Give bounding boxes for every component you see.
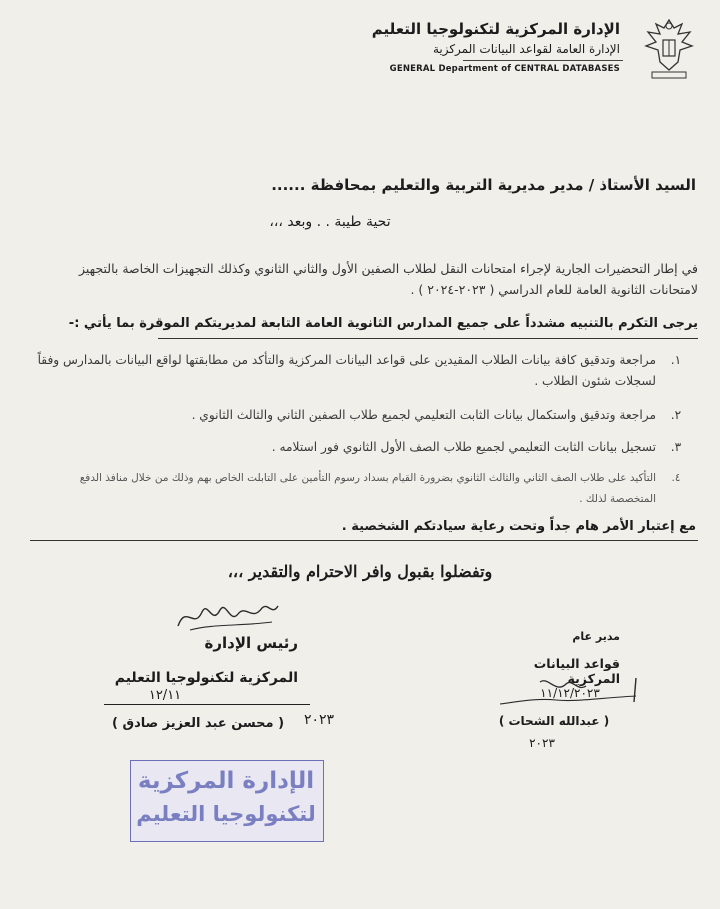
right-signatory-title: مدير عام xyxy=(572,630,620,643)
list-item-text: مراجعة وتدقيق كافة بيانات الطلاب المقيدين على قواعد البيانات المركزية والتأكد من مطابقتها لواقع البيانات بالمدارس وفقاً لسجلات شئون الطلاب . xyxy=(37,353,656,388)
list-item xyxy=(36,350,696,392)
header-divider xyxy=(463,60,623,61)
list-item-text: مراجعة وتدقيق واستكمال بيانات الثابت التعليمي لجميع طلاب الصفين الثاني والثالث الثانوي . xyxy=(191,408,656,422)
handwritten-signature-left xyxy=(172,596,282,638)
left-signature-year: ٢٠٢٣ xyxy=(303,712,335,728)
list-item-number: ٤. xyxy=(671,472,681,484)
request-line: يرجى التكرم بالتنبيه مشدداً على جميع المدارس الثانوية العامة التابعة لمديريتكم الموقرة بما يأتي :- xyxy=(68,316,698,331)
stamp-line-2: لتكنولوجيا التعليم xyxy=(136,802,316,826)
list-item-number: ٢. xyxy=(670,408,682,422)
regards-underline xyxy=(30,540,698,541)
list-item xyxy=(36,405,696,426)
regards-line: مع إعتبار الأمر هام جداً وتحت رعاية سيادتكم الشخصية . xyxy=(341,519,696,534)
org-line-1: الإدارة المركزية لتكنولوجيا التعليم xyxy=(371,20,620,38)
greeting: تحية طيبة . . وبعد ،،، xyxy=(269,214,391,230)
right-signatory-dept: قواعد البيانات المركزية xyxy=(533,656,620,686)
stamp-line-1: الإدارة المركزية xyxy=(137,768,315,794)
list-item xyxy=(36,437,696,458)
request-underline xyxy=(158,338,698,339)
org-line-3-en: GENERAL Department of CENTRAL DATABASES xyxy=(389,64,620,74)
right-signature-date: ١١/١٢/٢٠٢٣ xyxy=(540,686,600,700)
list-item xyxy=(36,468,696,510)
list-item-text: التأكيد على طلاب الصف الثاني والثالث الثانوي بضرورة القيام بسداد رسوم التأمين على التابلت الخاص بهم وذلك من خلال منافذ الدفع المتخصصة لذلك . xyxy=(79,472,656,505)
left-signature-line xyxy=(104,704,310,705)
closing-line: وتفضلوا بقبول وافر الاحترام والتقدير ،،، xyxy=(227,562,493,581)
left-signatory-dept: المركزية لتكنولوجيا التعليم xyxy=(114,670,298,686)
right-signatory-name: ( عبدالله الشحات ) xyxy=(498,714,610,728)
egypt-eagle-emblem-icon xyxy=(638,14,700,82)
org-line-2: الإدارة العامة لقواعد البيانات المركزية xyxy=(432,42,620,56)
addressee: السيد الأستاذ / مدير مديرية التربية والتعليم بمحافظة ...... xyxy=(271,176,696,194)
left-signature-date: ١٢/١١ xyxy=(148,688,182,703)
list-item-number: ١. xyxy=(670,353,682,367)
left-signatory-title: رئيس الإدارة xyxy=(204,634,298,652)
list-item-number: ٣. xyxy=(670,440,682,454)
list-item-text: تسجيل بيانات الثابت التعليمي لجميع طلاب الصف الأول الثانوي فور استلامه . xyxy=(271,440,656,454)
right-signature-year: ٢٠٢٣ xyxy=(529,736,555,750)
intro-paragraph: في إطار التحضيرات الجارية لإجراء امتحانات النقل لطلاب الصفين الأول والثاني الثانوي وكذلك التجهيزات الخاصة بالتجهيز لامتحانات الثانوية العامة للعام الدراسي ( ٢٠٢٣-٢٠٢٤ ) . xyxy=(79,261,698,297)
left-signatory-name: ( محسن عبد العزيز صادق ) xyxy=(111,716,285,731)
